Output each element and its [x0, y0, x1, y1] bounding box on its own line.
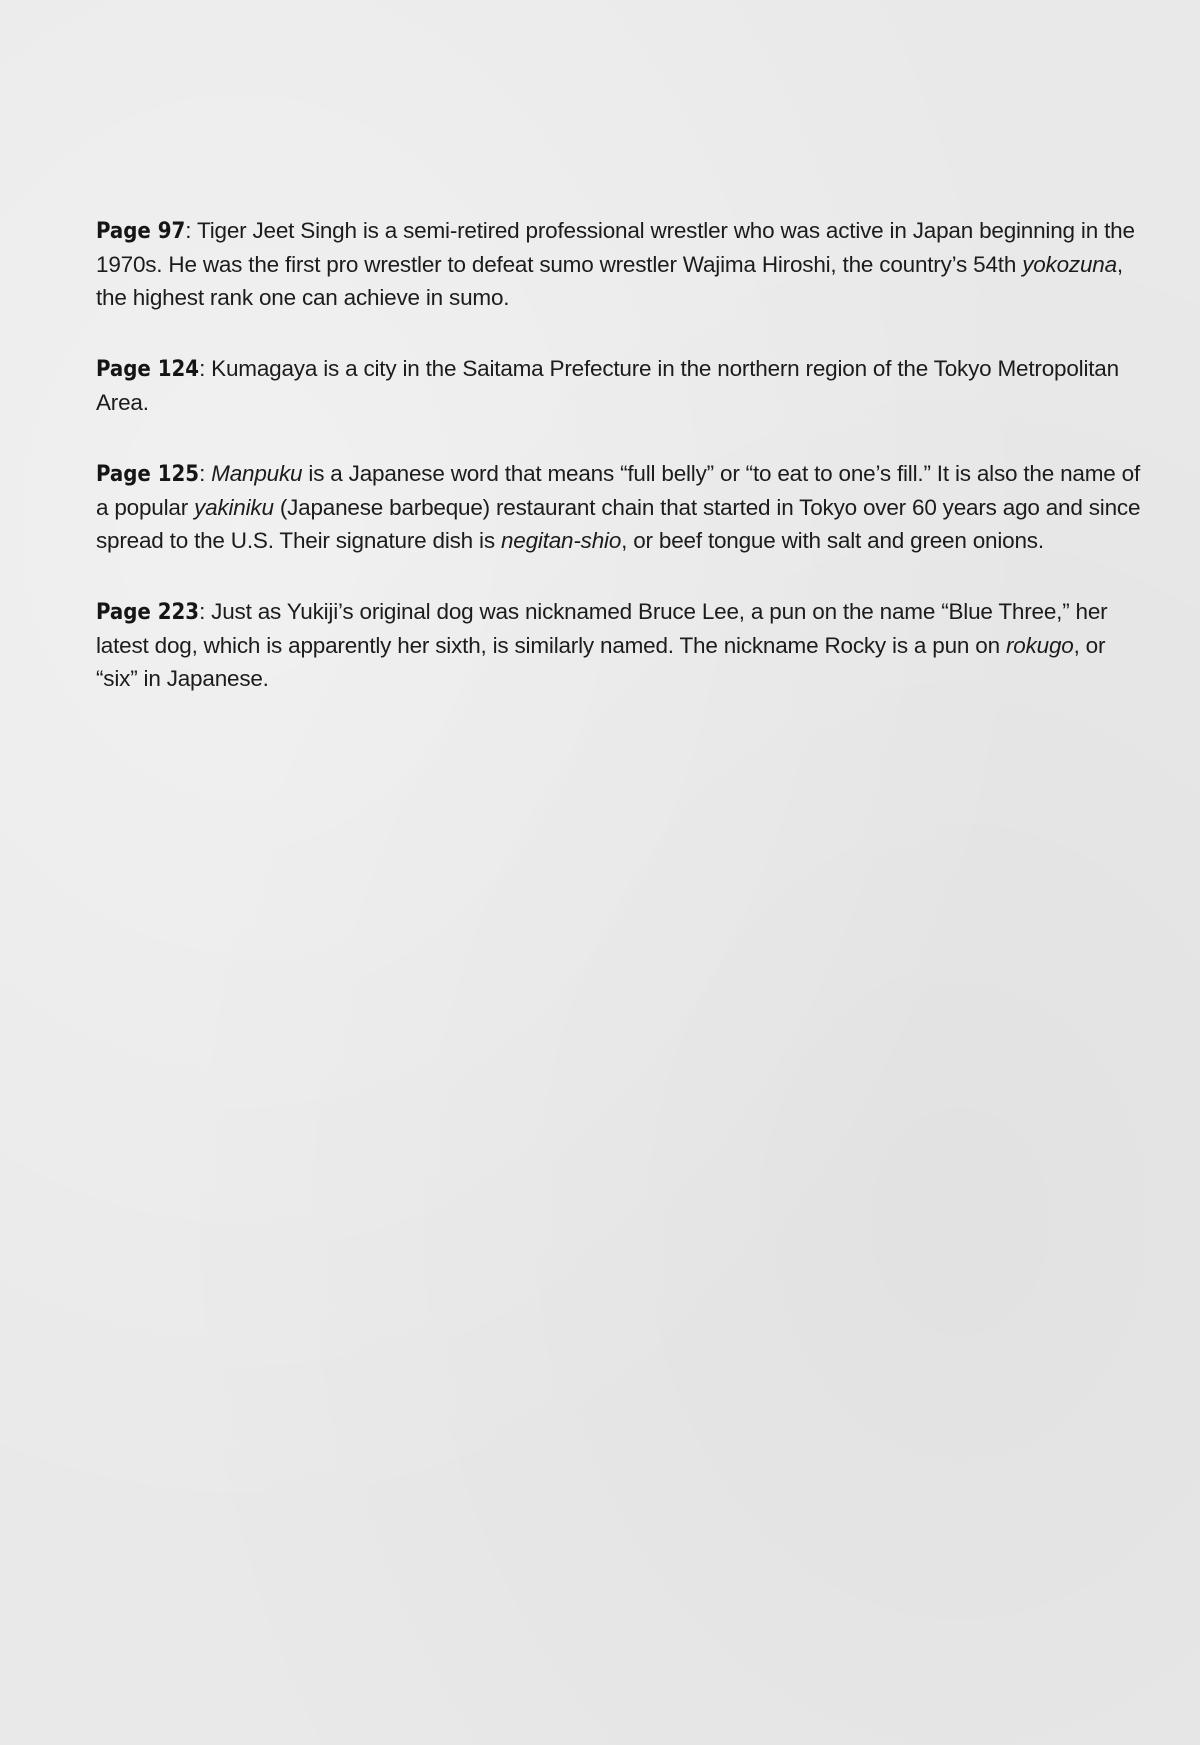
note-text: is a Japanese word that means “full belly” or “to eat to one’s fill.” It is also the name of a popular — [96, 461, 1140, 520]
note-body — [96, 461, 1140, 553]
note-text: Kumagaya is a city in the Saitama Prefecture in the northern region of the Tokyo Metropolitan Area. — [96, 356, 1119, 415]
note-text: , or beef tongue with salt and green onions. — [621, 528, 1044, 553]
note-text: , or “six” in Japanese. — [96, 633, 1106, 691]
note-label: Page 97 — [96, 219, 186, 244]
note-text: Tiger Jeet Singh is a semi-retired professional wrestler who was active in Japan beginning in the 1970s. He was the first pro wrestler to defeat sumo wrestler Wajima Hiroshi, the country’s 54th — [96, 218, 1135, 277]
note-term: yakiniku — [194, 495, 274, 520]
note-label: Page 125 — [96, 462, 200, 487]
note-body — [96, 218, 1135, 310]
note-body — [96, 599, 1107, 691]
note-page-223: Page 223: Just as Yukiji’s original dog was nicknamed Bruce Lee, a pun on the name “Blue Three,” her latest dog, which is apparently her sixth, is similarly named. The nickname Rocky is a pun on rokugo, or “six” in Japanese. — [96, 599, 1108, 691]
note-label: Page 223 — [96, 600, 200, 625]
note-page-97: Page 97: Tiger Jeet Singh is a semi-retired professional wrestler who was active in Japan beginning in the 1970s. He was the first pro wrestler to defeat sumo wrestler Wajima Hiroshi, the country’s 54th yokozuna, the highest rank one can achieve in sumo. — [96, 218, 1135, 310]
note-body — [96, 356, 1119, 415]
note-page-125: Page 125: Manpuku is a Japanese word that means “full belly” or “to eat to one’s fill.” It is also the name of a popular yakiniku (Japanese barbeque) restaurant chain that started in Tokyo over 60 years ago and since spread to the U.S. Their signature dish is negitan-shio, or beef tongue with salt and green onions. — [96, 461, 1141, 553]
note-text: (Japanese barbeque) restaurant chain that started in Tokyo over 60 years ago and since spread to the U.S. Their signature dish is — [96, 495, 1141, 553]
note-label: Page 124 — [96, 357, 200, 382]
translation-notes — [96, 214, 1146, 733]
note-term: rokugo — [1005, 633, 1074, 658]
note-text: , the highest rank one can achieve in sumo. — [96, 252, 1123, 310]
note-term: negitan-shio — [500, 528, 622, 553]
note-page-124: Page 124: Kumagaya is a city in the Saitama Prefecture in the northern region of the Tokyo Metropolitan Area. — [96, 356, 1119, 415]
note-text: Just as Yukiji’s original dog was nicknamed Bruce Lee, a pun on the name “Blue Three,” her latest dog, which is apparently her sixth, is similarly named. The nickname Rocky is a pun on — [96, 599, 1108, 658]
note-term: yokozuna — [1022, 252, 1117, 277]
note-term: Manpuku — [211, 461, 303, 486]
